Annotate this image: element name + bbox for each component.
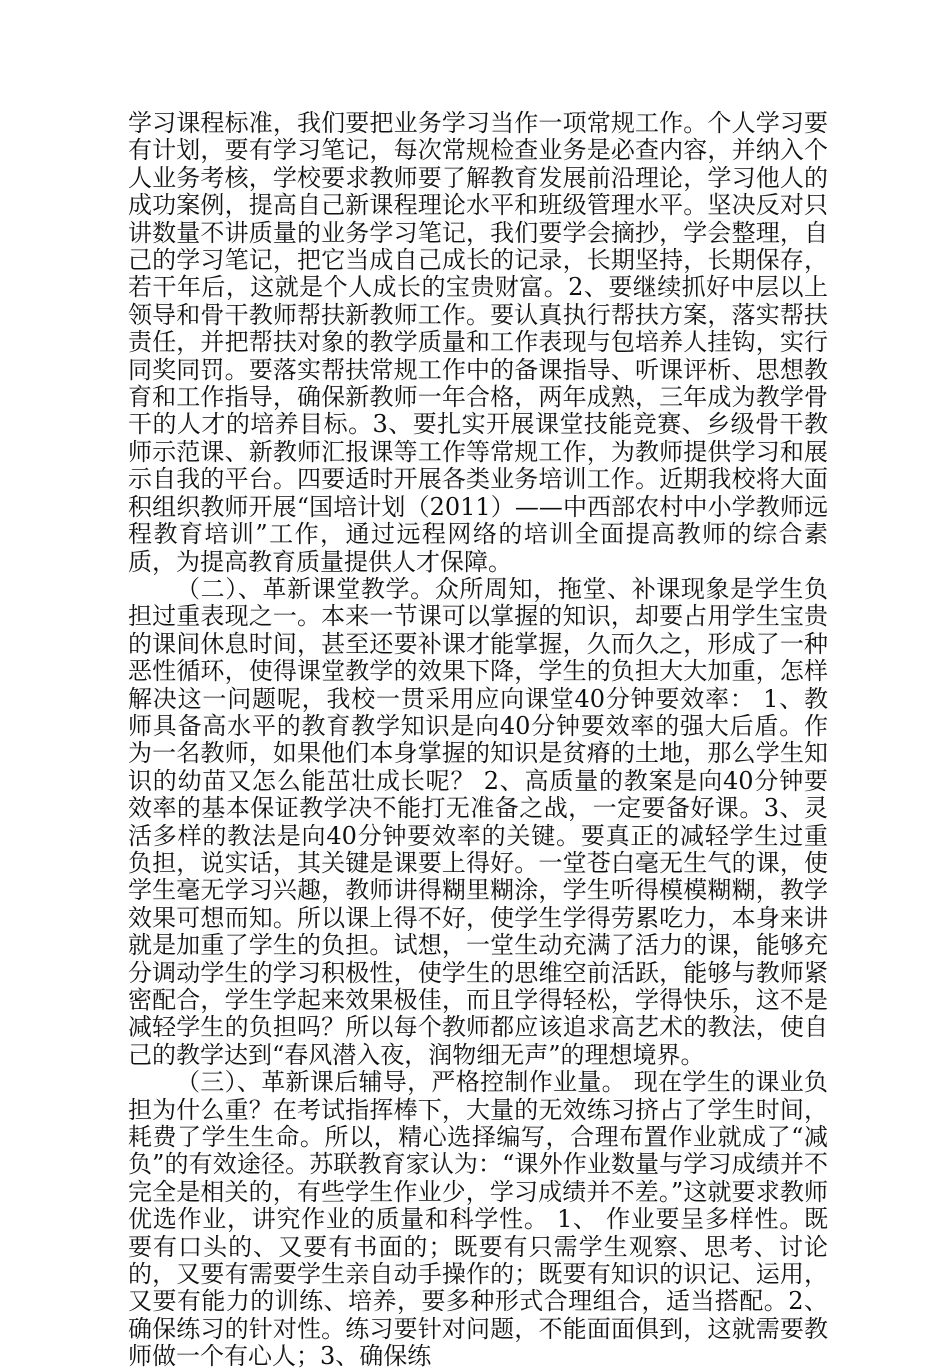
- document-body: [128, 110, 828, 1371]
- paragraph-after-class-tutoring: （三）、革新课后辅导，严格控制作业量。 现在学生的课业负担为什么重？在考试指挥棒下，大量的无效练习挤占了学生时间，耗费了学生生命。所以，精心选择编写，合理布置作业就成了“减负”的有效途径。苏联教育家认为：“课外作业数量与学习成绩并不完全是相关的，有些学生作业少，学习成绩并不差。”这就要求教师优选作业，讲究作业的质量和科学性。 1、 作业要呈多样性。既要有口头的、又要有书面的；既要有只需学生观察、思考、讨论的，又要有需要学生亲自动手操作的；既要有知识的识记、运用，又要有能力的训练、培养，要多种形式合理组合，适当搭配。2、确保练习的针对性。练习要针对问题，不能面面俱到，这就需要教师做一个有心人；3、确保练: [128, 1068, 828, 1371]
- paragraph-study-standards: 学习课程标准，我们要把业务学习当作一项常规工作。个人学习要有计划，要有学习笔记，每次常规检查业务是必查内容，并纳入个人业务考核，学校要求教师要了解教育发展前沿理论，学习他人的成功案例，提高自己新课程理论水平和班级管理水平。坚决反对只讲数量不讲质量的业务学习笔记，我们要学会摘抄，学会整理，自己的学习笔记，把它当成自己成长的记录，长期坚持，长期保存，若干年后，这就是个人成长的宝贵财富。2、要继续抓好中层以上领导和骨干教师帮扶新教师工作。要认真执行帮扶方案，落实帮扶责任，并把帮扶对象的教学质量和工作表现与包培养人挂钩，实行同奖同罚。要落实帮扶常规工作中的备课指导、听课评析、思想教育和工作指导，确保新教师一年合格，两年成熟，三年成为教学骨干的人才的培养目标。3、要扎实开展课堂技能竞赛、乡级骨干教师示范课、新教师汇报课等工作等常规工作，为教师提供学习和展示自我的平台。四要适时开展各类业务培训工作。近期我校将大面积组织教师开展“国培计划（2011）——中西部农村中小学教师远程教育培训”工作，通过远程网络的培训全面提高教师的综合素质，为提高教育质量提供人才保障。: [128, 109, 828, 576]
- paragraph-classroom-teaching: （二）、革新课堂教学。众所周知，拖堂、补课现象是学生负担过重表现之一。本来一节课可以掌握的知识，却要占用学生宝贵的课间休息时间，甚至还要补课才能掌握，久而久之，形成了一种恶性循环，使得课堂教学的效果下降，学生的负担大大加重，怎样解决这一问题呢，我校一贯采用应向课堂40分钟要效率： 1、教师具备高水平的教育教学知识是向40分钟要效率的强大后盾。作为一名教师，如果他们本身掌握的知识是贫瘠的土地，那么学生知识的幼苗又怎么能茁壮成长呢？ 2、高质量的教案是向40分钟要效率的基本保证教学决不能打无准备之战，一定要备好课。3、灵活多样的教法是向40分钟要效率的关键。要真正的减轻学生过重负担，说实话，其关键是课要上得好。一堂苍白毫无生气的课，使学生毫无学习兴趣，教师讲得糊里糊涂，学生听得模模糊糊，教学效果可想而知。所以课上得不好，使学生学得劳累吃力，本身来讲就是加重了学生的负担。试想，一堂生动充满了活力的课，能够充分调动学生的学习积极性，使学生的思维空前活跃，能够与教师紧密配合，学生学起来效果极佳，而且学得轻松，学得快乐，这不是减轻学生的负担吗？所以每个教师都应该追求高艺术的教法，使自己的教学达到“春风潜入夜，润物细无声”的理想境界。: [128, 574, 828, 1069]
